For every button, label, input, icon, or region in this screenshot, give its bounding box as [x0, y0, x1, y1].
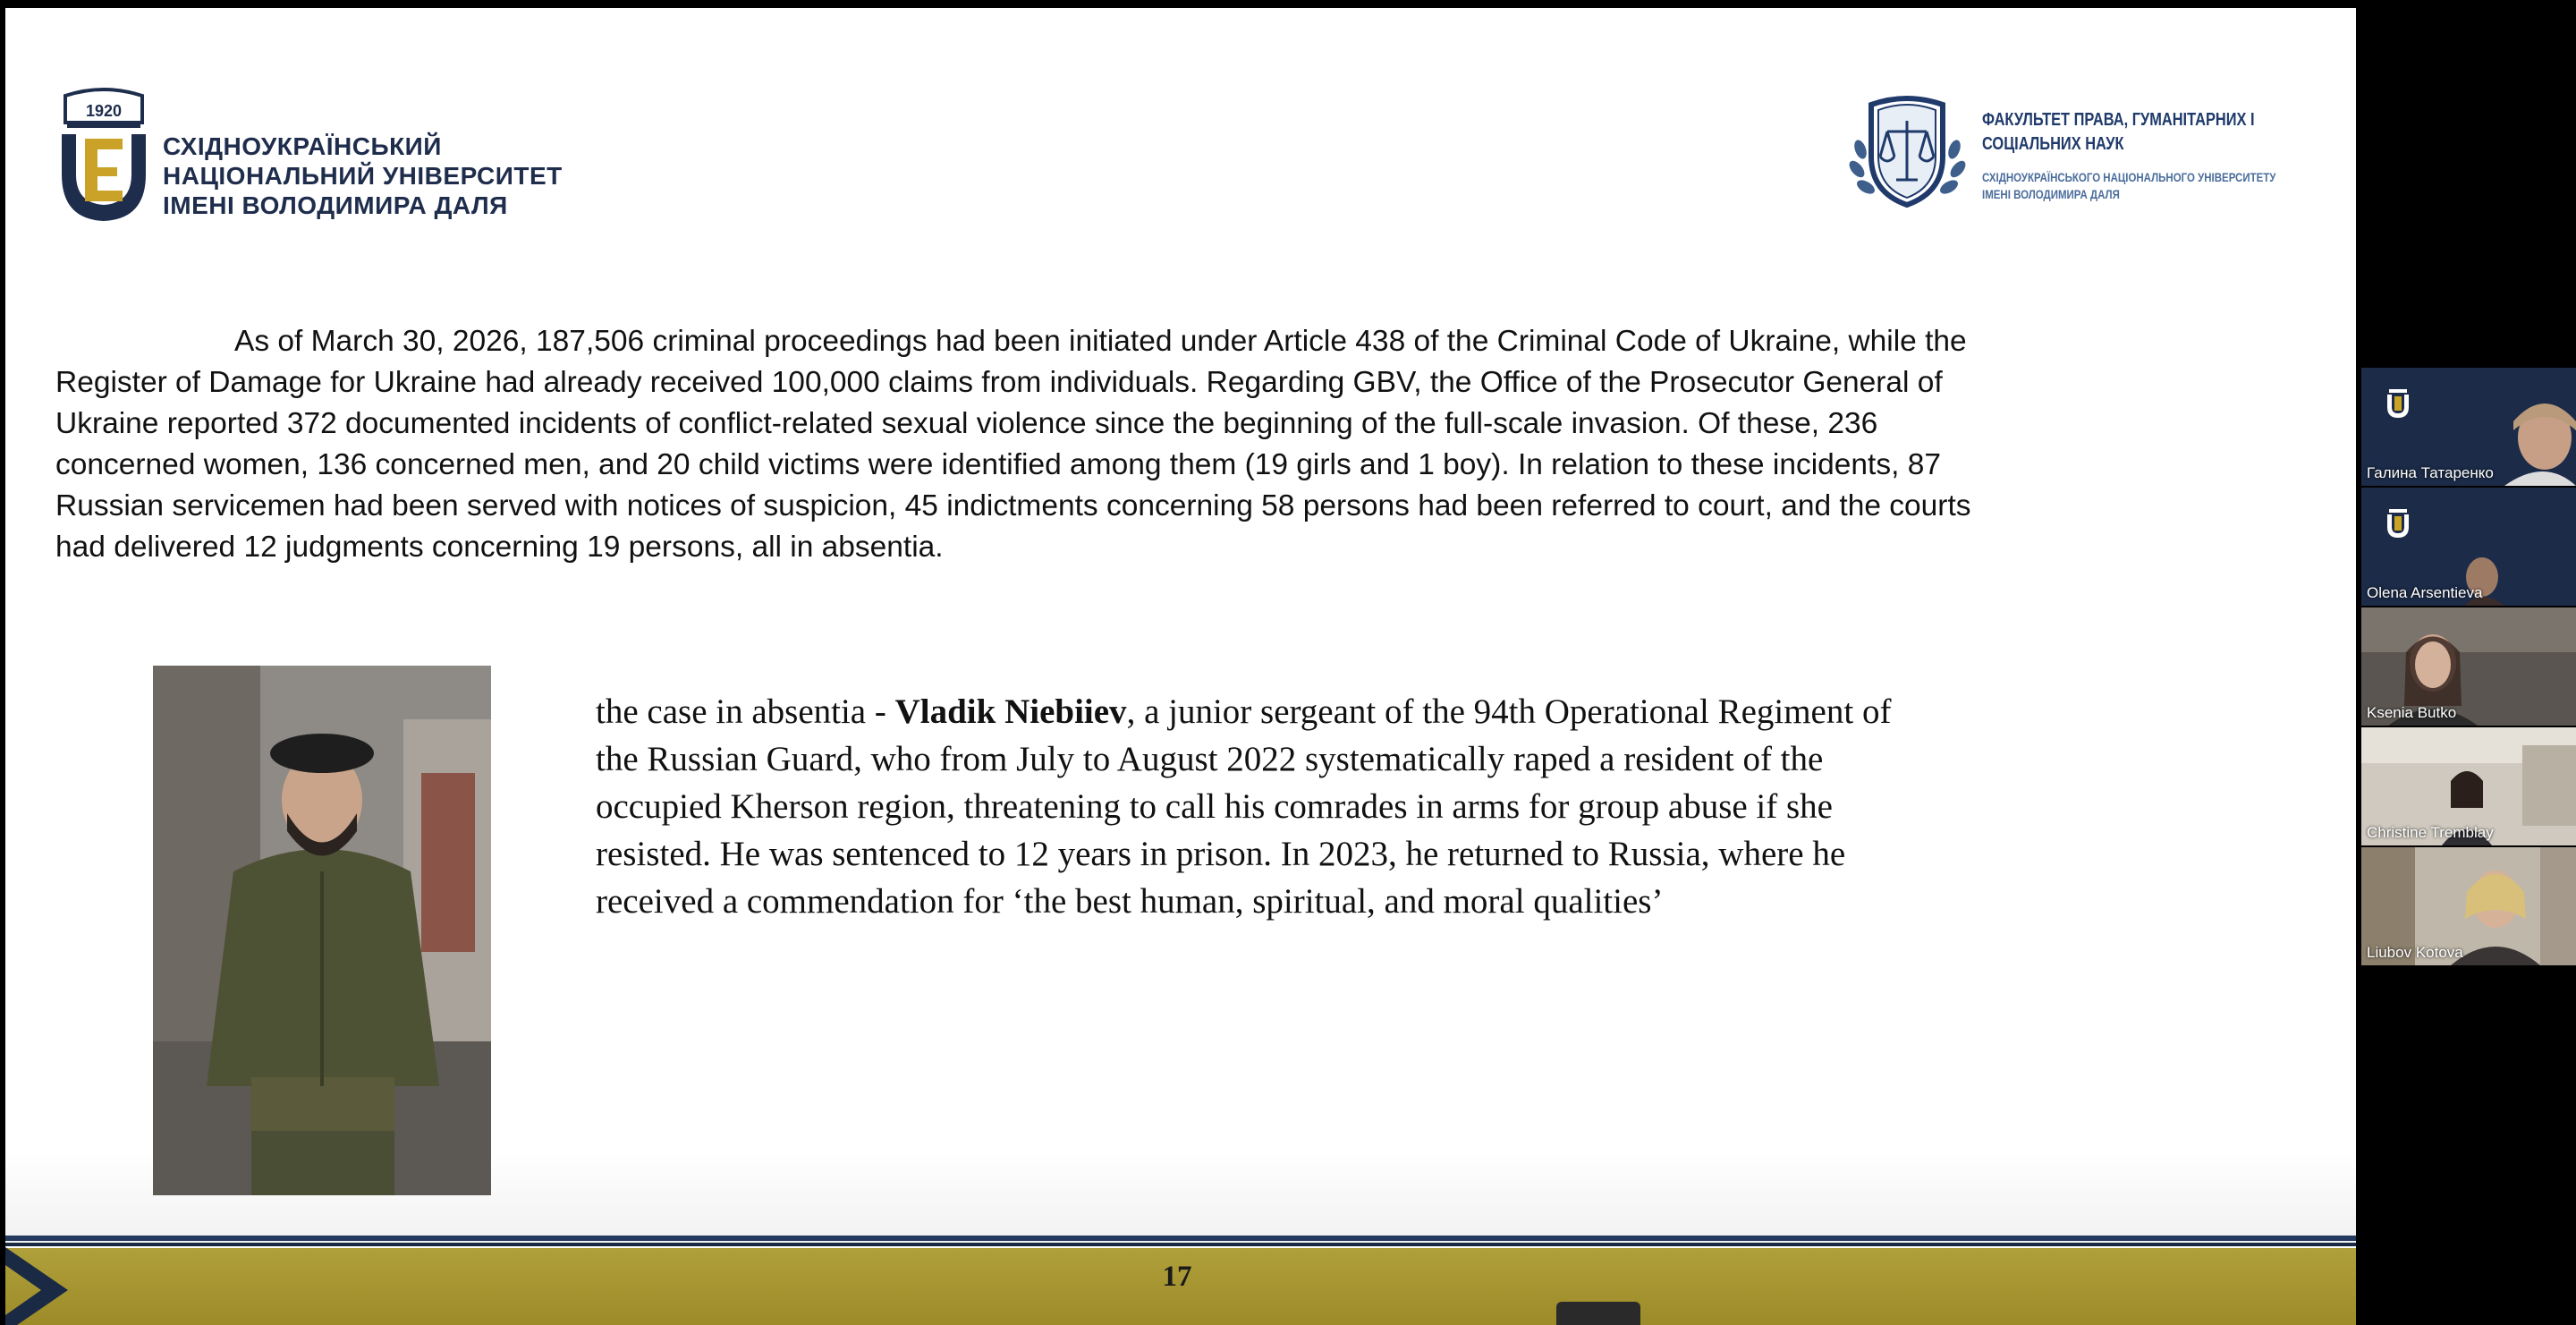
case-line: the Russian Guard, who from July to August 2022 systematically raped a resident of the — [596, 740, 1824, 778]
faculty-subtitle-line: СХІДНОУКРАЇНСЬКОГО НАЦІОНАЛЬНОГО УНІВЕРСИТЕТУ — [1982, 170, 2276, 184]
paragraph-line: Ukraine reported 372 documented incidents of conflict-related sexual violence since the beginning of the full-scale invasion. Of these, 236 — [55, 407, 1878, 440]
university-name-line: ІМЕНІ ВОЛОДИМИРА ДАЛЯ — [163, 191, 508, 219]
play-arrow-icon — [5, 1247, 77, 1325]
university-name — [163, 132, 592, 220]
faculty-title-line: СОЦІАЛЬНИХ НАУК — [1982, 134, 2124, 154]
toolbar-handle[interactable] — [1556, 1302, 1640, 1325]
case-line: resisted. He was sentenced to 12 years in prison. In 2023, he returned to Russia, where he — [596, 835, 1846, 873]
statistics-paragraph — [55, 321, 2274, 568]
faculty-title-line: ФАКУЛЬТЕТ ПРАВА, ГУМАНІТАРНИХ І — [1982, 110, 2255, 130]
faculty-shield-logo — [1843, 87, 1972, 212]
case-line: occupied Kherson region, threatening to call his comrades in arms for group abuse if she — [596, 787, 1833, 826]
paragraph-line: Register of Damage for Ukraine had already received 100,000 claims from individuals. Regarding GBV, the Office of the Prosecutor General of — [55, 366, 1943, 399]
presentation-slide — [5, 8, 2356, 1325]
university-logo-icon — [2385, 387, 2411, 420]
slide-page-number: 17 — [1162, 1261, 1192, 1293]
university-name-line: СХІДНОУКРАЇНСЬКИЙ — [163, 132, 442, 160]
paragraph-line: had delivered 12 judgments concerning 19 persons, all in absentia. — [55, 531, 944, 564]
faculty-subtitle — [1982, 169, 2290, 203]
participant-tile[interactable] — [2361, 727, 2576, 845]
paragraph-line: Russian servicemen had been served with notices of suspicion, 45 indictments concerning 58 persons had been referred to court, and the courts — [55, 489, 1971, 522]
footer-divider — [5, 1243, 2356, 1246]
participant-name: Christine Tremblay — [2367, 824, 2494, 841]
university-logo-icon — [2385, 507, 2411, 539]
participant-name: Ksenia Butko — [2367, 704, 2457, 721]
participant-tile[interactable] — [2361, 847, 2576, 965]
university-name-line: НАЦІОНАЛЬНИЙ УНІВЕРСИТЕТ — [163, 162, 563, 190]
footer-divider — [5, 1236, 2356, 1241]
case-line: received a commendation for ‘the best human, spiritual, and moral qualities’ — [596, 882, 1664, 921]
paragraph-line: As of March 30, 2026, 187,506 criminal proceedings had been initiated under Article 438 of the Criminal Code of Ukraine, while the — [234, 325, 1967, 358]
participants-panel — [2361, 368, 2576, 967]
case-line — [596, 688, 2116, 735]
participant-tile[interactable] — [2361, 368, 2576, 486]
participant-name: Olena Arsentieva — [2367, 584, 2483, 601]
soldier-photo — [153, 666, 491, 1195]
case-paragraph — [596, 688, 2116, 925]
case-line-rest: , a junior sergeant of the 94th Operational Regiment of — [1126, 692, 1892, 731]
university-year: 1920 — [85, 102, 123, 120]
participant-tile[interactable] — [2361, 607, 2576, 726]
case-prefix: the case in absentia - — [596, 692, 895, 731]
paragraph-line: concerned women, 136 concerned men, and 20 child victims were identified among them (19 girls and 1 boy). In relation to these incidents, 87 — [55, 448, 1941, 481]
participant-name: Галина Татаренко — [2367, 464, 2494, 481]
faculty-title — [1982, 108, 2255, 157]
participant-tile[interactable] — [2361, 488, 2576, 606]
faculty-subtitle-line: ІМЕНІ ВОЛОДИМИРА ДАЛЯ — [1982, 187, 2120, 201]
case-defendant-name: Vladik Niebiiev — [894, 692, 1127, 731]
participant-name: Liubov Kotova — [2367, 944, 2463, 961]
